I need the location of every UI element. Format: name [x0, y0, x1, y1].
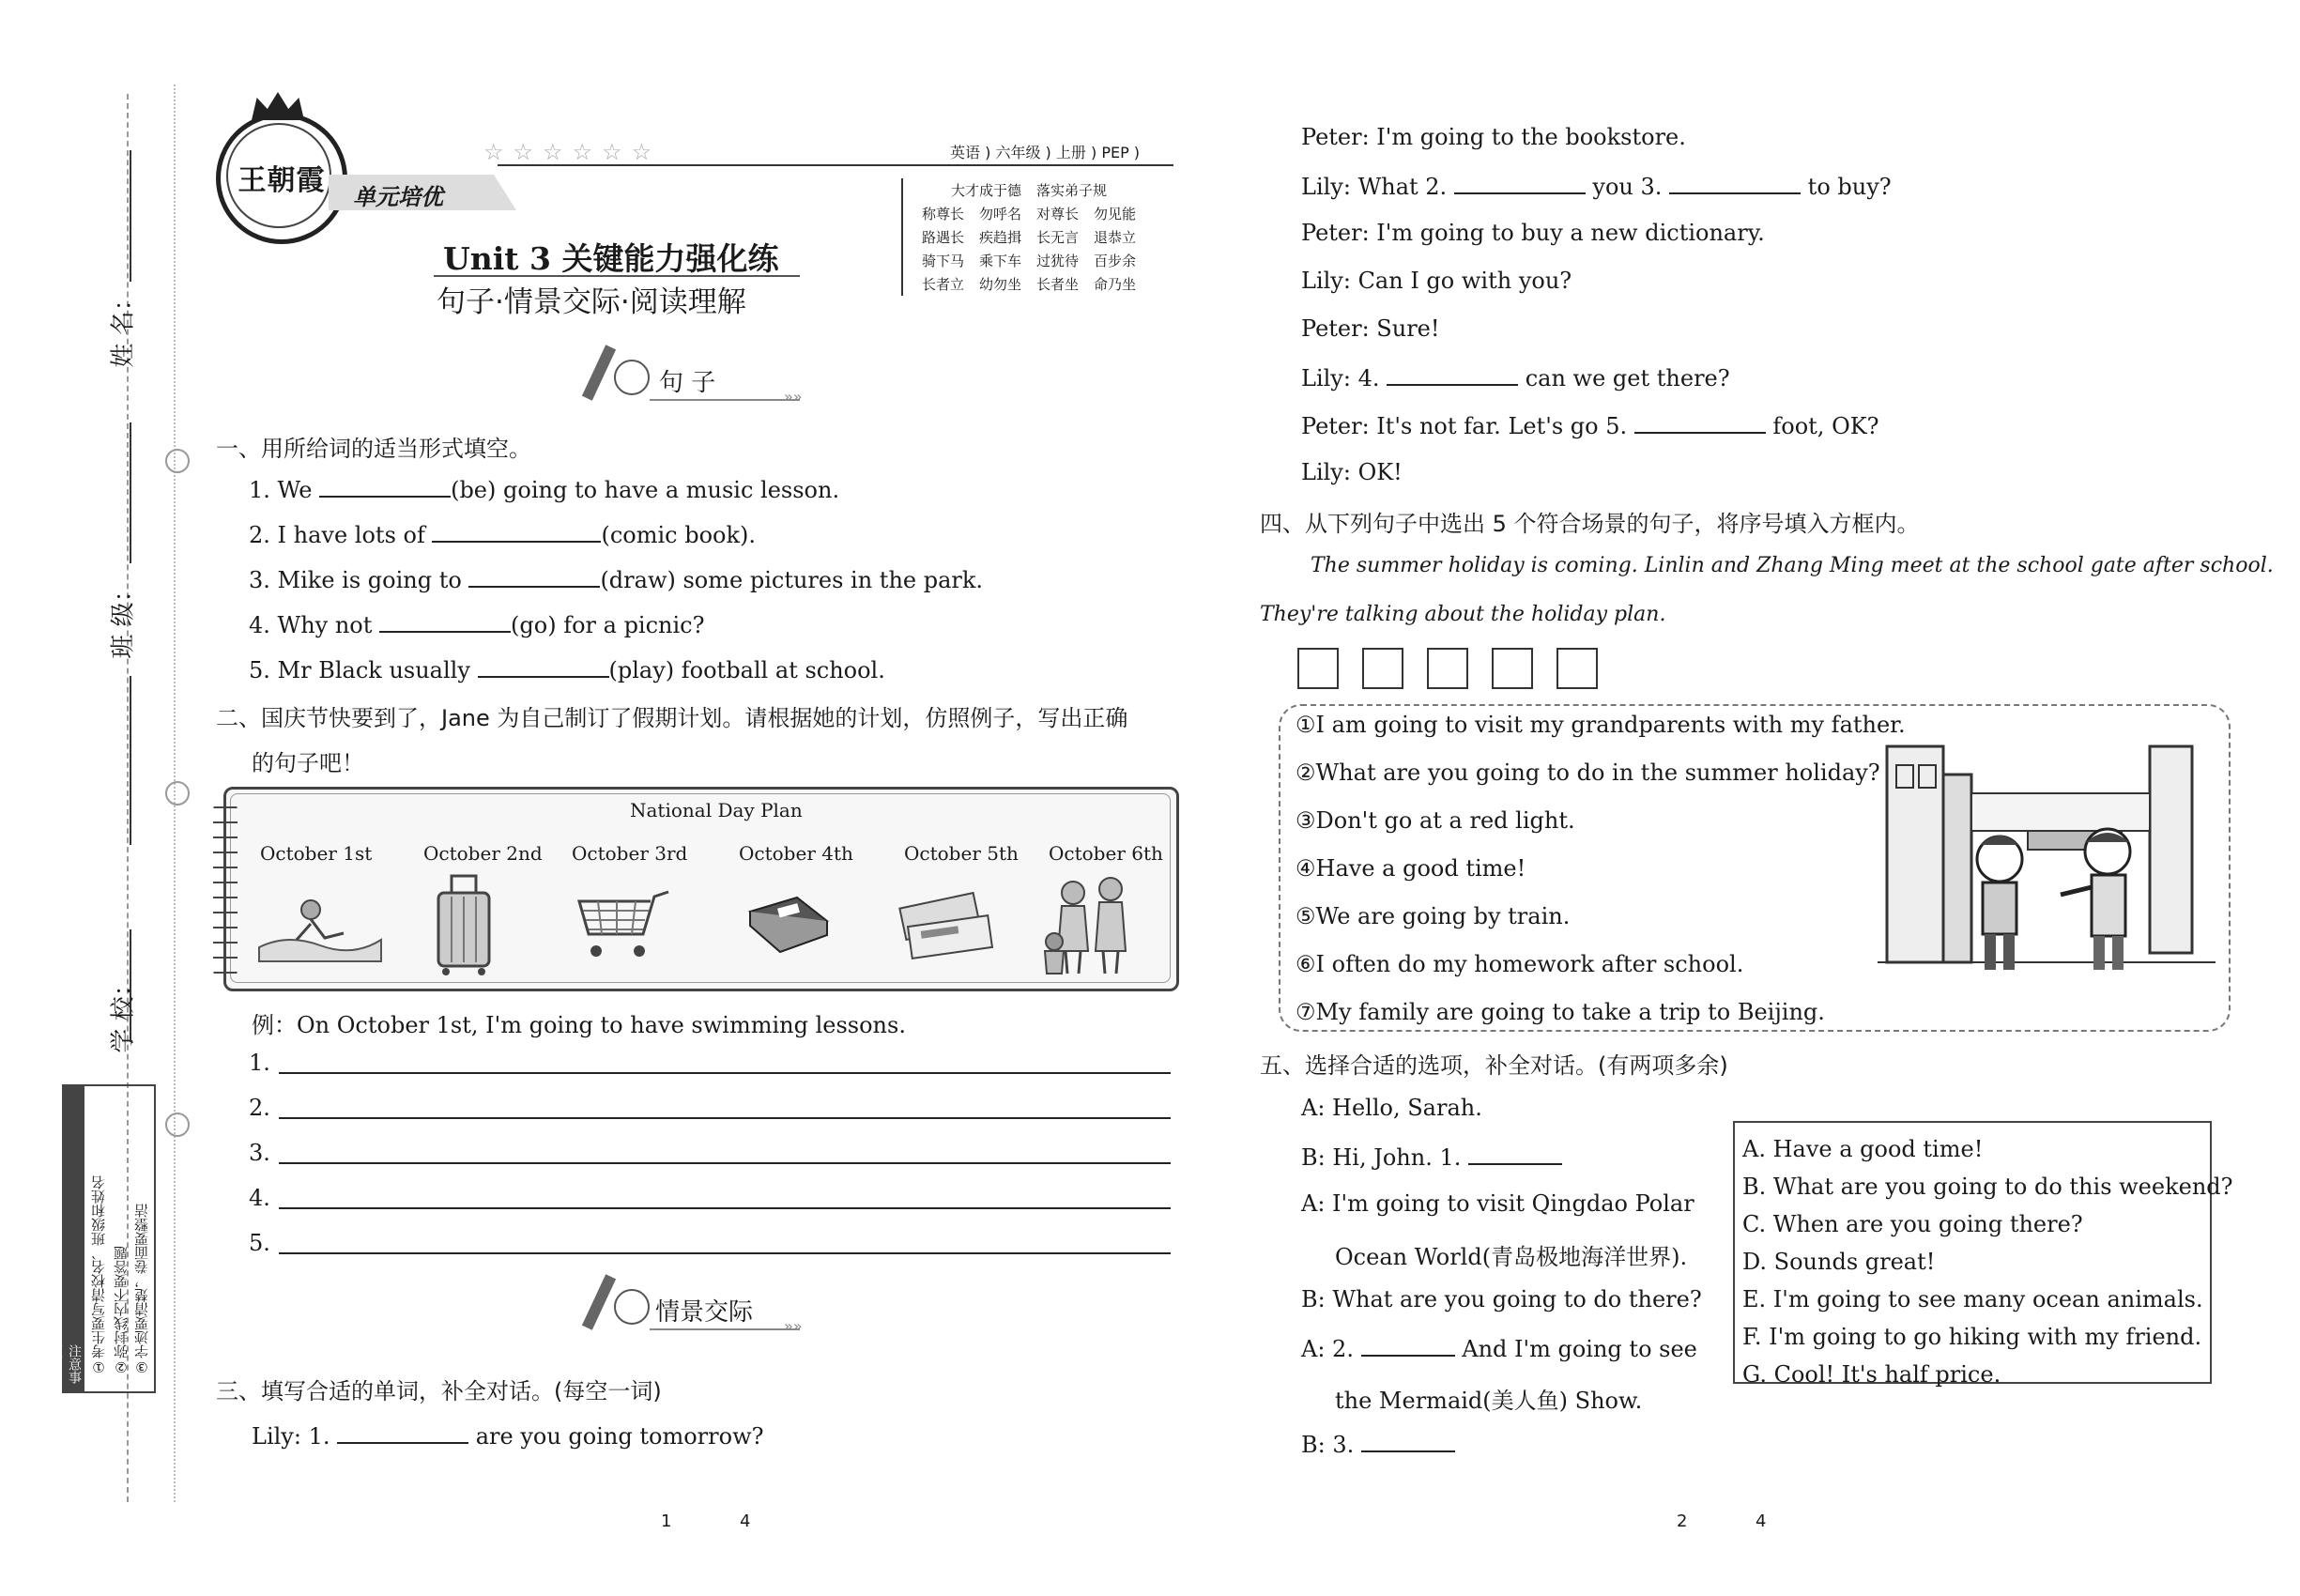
school-label: 学 校： — [109, 972, 138, 1053]
choice-item: ⑦My family are going to take a trip to Beijing. — [1296, 999, 1825, 1025]
q3-line: Peter: It's not far. Let's go 5. foot, OK? — [1301, 413, 1879, 439]
q2-title-cont: 的句子吧！ — [252, 750, 364, 776]
binding-margin — [0, 0, 197, 1596]
family-icon — [1035, 876, 1148, 979]
plan-day: October 5th — [904, 842, 1019, 865]
school-gate-illustration — [1878, 737, 2216, 1005]
choice-item: ⑤We are going by train. — [1296, 903, 1571, 929]
banner-title: 句 子 — [659, 369, 716, 397]
option-item: B. What are you going to do this weekend? — [1742, 1174, 2233, 1200]
q5-title: 五、选择合适的选项，补全对话。(有两项多余) — [1260, 1052, 1728, 1079]
q3-title: 三、填写合适的单词，补全对话。(每空一词) — [216, 1378, 662, 1404]
writing-line[interactable] — [279, 1117, 1171, 1119]
write-number: 5. — [249, 1230, 270, 1256]
plan-day: October 3rd — [572, 842, 688, 865]
pencil-icon — [582, 1274, 616, 1329]
option-item: C. When are you going there? — [1742, 1211, 2083, 1237]
q5-line: B: Hi, John. 1. — [1301, 1143, 1562, 1171]
plan-day: October 6th — [1049, 842, 1163, 865]
plan-day: October 4th — [739, 842, 853, 865]
writing-line[interactable] — [279, 1072, 1171, 1074]
notice-box — [48, 1084, 156, 1393]
q5-line: B: 3. — [1301, 1430, 1455, 1458]
book-meta: 英语 ) 六年级 ) 上册 ) PEP ) — [950, 144, 1141, 161]
q5-line: A: Hello, Sarah. — [1301, 1095, 1482, 1121]
q1-item: 3. Mike is going to (draw) some pictures in the park. — [249, 567, 984, 593]
crown-icon — [252, 92, 304, 120]
write-number: 2. — [249, 1095, 270, 1121]
notice-line: ②弥封线内不要答题 — [113, 1246, 130, 1375]
page-number-left: 1 — [661, 1512, 672, 1531]
q3-line: Lily: 4. can we get there? — [1301, 365, 1730, 391]
q5-line: Ocean World(青岛极地海洋世界). — [1335, 1244, 1688, 1270]
motto-panel: 大才成于德 落实弟子规 称尊长 勿呼名 对尊长 勿见能 路遇长 疾趋揖 长无言 退恭立 骑下马 乘下车 过犹待 百步余 长者立 幼勿坐 长者坐 命乃坐 — [901, 178, 1143, 296]
options-box — [1733, 1121, 2233, 1388]
q3-line: Lily: OK! — [1301, 459, 1403, 485]
choice-item: ②What are you going to do in the summer holiday? — [1296, 760, 1880, 786]
page-title: Unit 3 关键能力强化练 — [443, 240, 779, 277]
header-rule — [498, 164, 1173, 166]
class-label: 班 级： — [109, 577, 138, 659]
choice-item: ③Don't go at a red light. — [1296, 807, 1575, 834]
q2-title: 二、国庆节快要到了，Jane 为自己制订了假期计划。请根据她的计划，仿照例子，写出正确 — [216, 705, 1128, 731]
tickets-icon — [895, 887, 998, 962]
notice-title-text: 注意事项 — [48, 1344, 82, 1384]
plan-day: October 2nd — [423, 842, 543, 865]
write-number: 4. — [249, 1185, 270, 1211]
example-sentence: 例：On October 1st, I'm going to have swimming lessons. — [252, 1012, 906, 1038]
plan-day: October 1st — [260, 842, 373, 865]
answer-box[interactable] — [1362, 648, 1403, 689]
writing-line[interactable] — [279, 1252, 1171, 1254]
option-item: F. I'm going to go hiking with my friend. — [1742, 1324, 2202, 1350]
suitcase-icon — [431, 874, 497, 977]
choice-item: ⑥I often do my homework after school. — [1296, 951, 1744, 977]
rating-stars: ☆☆☆☆☆☆ — [483, 139, 662, 165]
q3-line: Lily: Can I go with you? — [1301, 268, 1572, 294]
q5-line: A: 2. And I'm going to see — [1301, 1336, 1697, 1362]
shopping-cart-icon — [570, 887, 673, 962]
notice-line: ①考生要写清校名、班级和姓名 — [90, 1175, 107, 1375]
q4-scene: The summer holiday is coming. Linlin and Zhang Ming meet at the school gate after school. — [1311, 554, 2274, 577]
write-number: 1. — [249, 1050, 270, 1076]
spiral-binding — [213, 801, 238, 979]
q1-item: 2. I have lots of (comic book). — [249, 522, 757, 548]
seal-circle — [165, 1113, 190, 1137]
book-icon — [741, 893, 835, 959]
seal-circle — [165, 449, 190, 473]
option-item: A. Have a good time! — [1742, 1136, 1984, 1162]
q4-title: 四、从下列句子中选出 5 个符合场景的句子，将序号填入方框内。 — [1260, 511, 1920, 537]
q3-line: Peter: I'm going to buy a new dictionary. — [1301, 220, 1765, 246]
logo-text: 王朝霞 — [238, 164, 326, 197]
q3-line: Peter: I'm going to the bookstore. — [1301, 124, 1686, 150]
name-label: 姓 名： — [109, 286, 138, 368]
choice-item: ④Have a good time! — [1296, 855, 1526, 882]
plan-title: National Day Plan — [630, 799, 803, 821]
q3-line: Lily: What 2. you 3. to buy? — [1301, 174, 1892, 200]
page-total-right: 4 — [1756, 1512, 1767, 1531]
q5-line: B: What are you going to do there? — [1301, 1286, 1702, 1312]
option-item: E. I'm going to see many ocean animals. — [1742, 1286, 2203, 1312]
brand-logo — [216, 113, 347, 244]
writing-line[interactable] — [279, 1162, 1171, 1164]
q1-title: 一、用所给词的适当形式填空。 — [216, 436, 531, 462]
q5-line: the Mermaid(美人鱼) Show. — [1335, 1388, 1643, 1414]
banner-sentences: 句 子 »» — [582, 343, 807, 408]
answer-box[interactable] — [1492, 648, 1533, 689]
pencil-icon — [582, 345, 616, 400]
q1-item: 1. We (be) going to have a music lesson. — [249, 477, 840, 503]
q1-item: 4. Why not (go) for a picnic? — [249, 612, 705, 638]
page-number-right: 2 — [1677, 1512, 1688, 1531]
page-subtitle: 句子·情景交际·阅读理解 — [437, 285, 746, 319]
answer-box[interactable] — [1556, 648, 1598, 689]
seal-circle — [165, 781, 190, 806]
choice-item: ①I am going to visit my grandparents with my father. — [1296, 712, 1906, 738]
answer-box[interactable] — [1427, 648, 1468, 689]
writing-line[interactable] — [279, 1207, 1171, 1209]
banner-dialogue: 情景交际 »» — [582, 1272, 807, 1338]
q4-scene-cont: They're talking about the holiday plan. — [1260, 603, 1666, 626]
q3-line: Peter: Sure! — [1301, 315, 1440, 342]
option-item: G. Cool! It's half price. — [1742, 1361, 2001, 1388]
plan-notebook — [223, 787, 1179, 991]
option-item: D. Sounds great! — [1742, 1249, 1936, 1275]
write-number: 3. — [249, 1140, 270, 1166]
series-label: 单元培优 — [353, 184, 443, 210]
answer-box[interactable] — [1297, 648, 1339, 689]
swimmer-icon — [254, 882, 386, 966]
q3-line: Lily: 1. are you going tomorrow? — [252, 1423, 764, 1450]
banner-title: 情景交际 — [655, 1298, 754, 1327]
q1-item: 5. Mr Black usually (play) football at school. — [249, 657, 885, 683]
q5-line: A: I'm going to visit Qingdao Polar — [1301, 1190, 1694, 1217]
page-total-left: 4 — [740, 1512, 751, 1531]
notice-line: ③字迹要清楚，卷面要整洁 — [133, 1204, 150, 1375]
